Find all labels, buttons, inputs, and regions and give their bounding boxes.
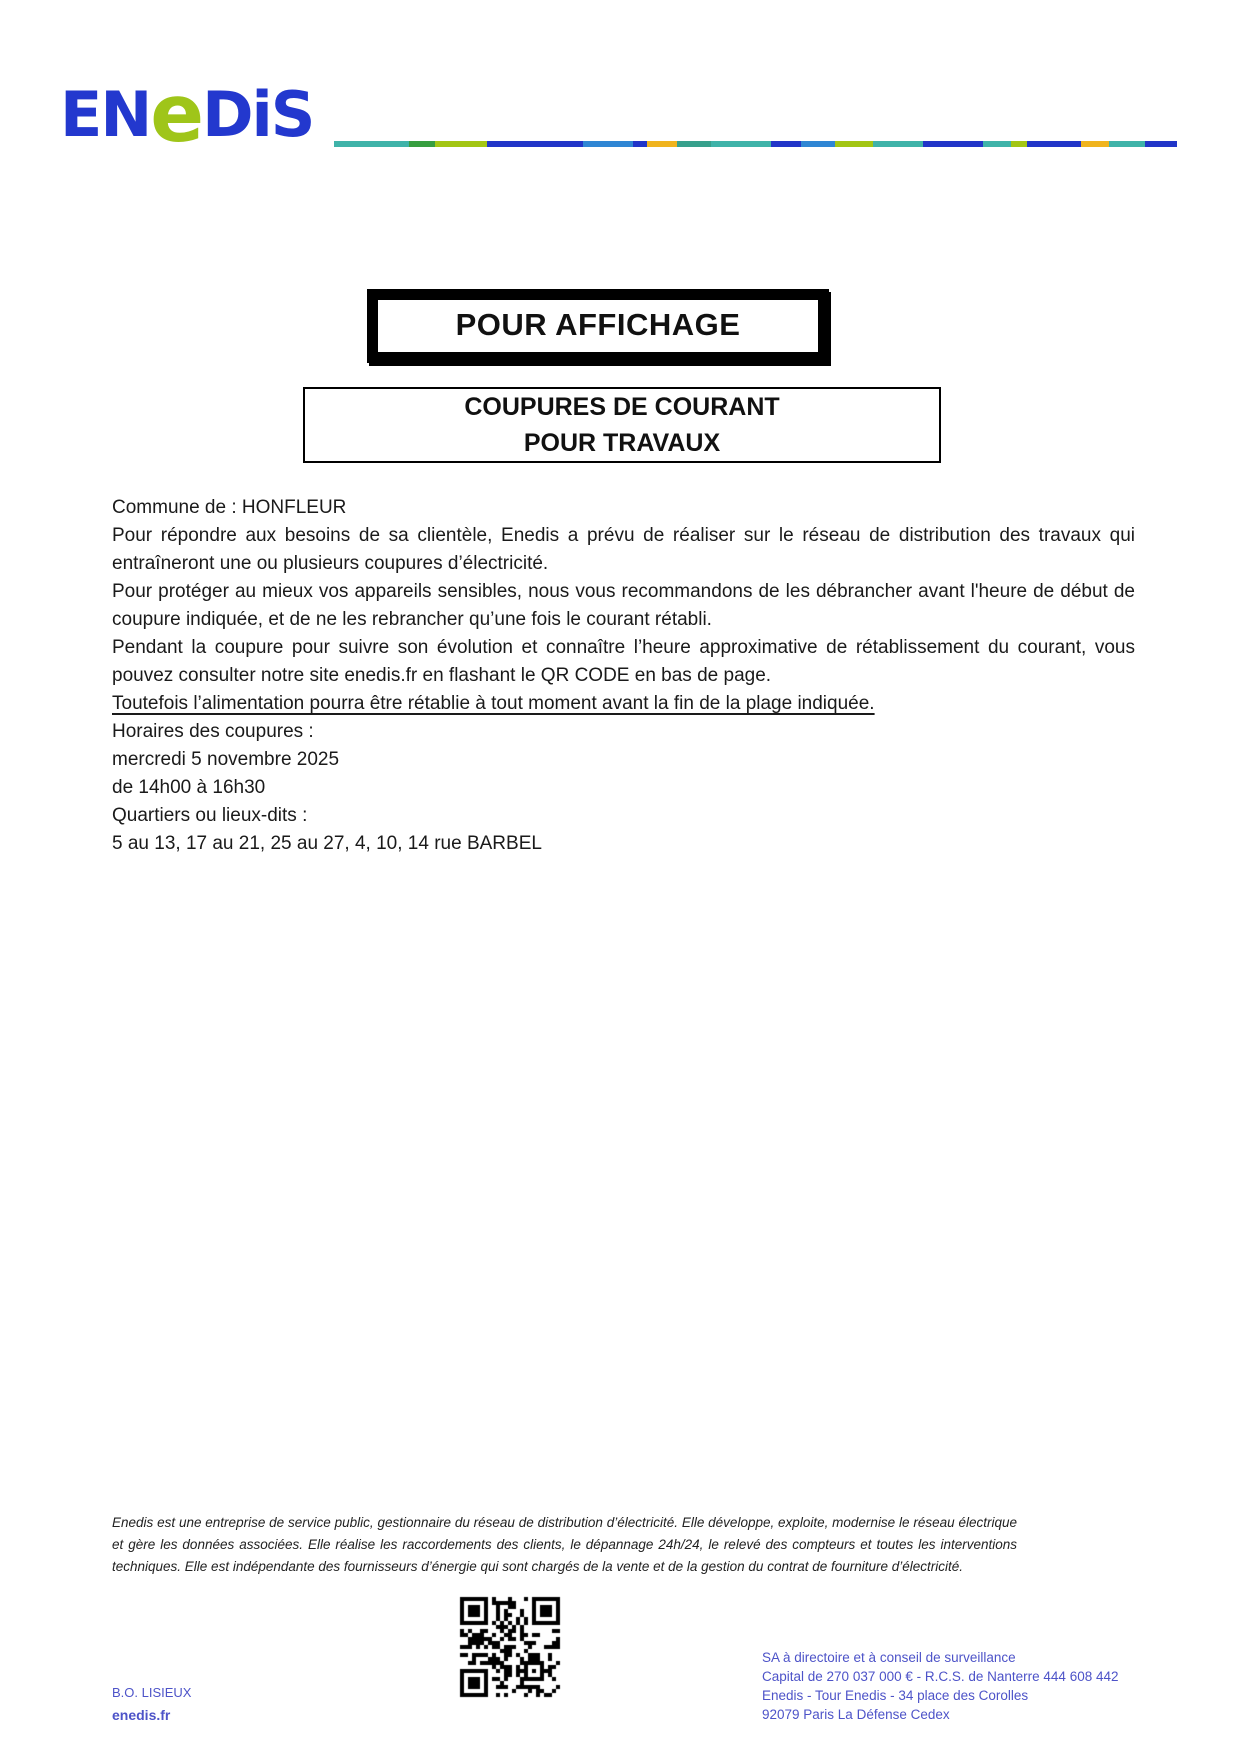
stripe-segment (409, 141, 435, 147)
notice-line-2: POUR TRAVAUX (523, 429, 721, 457)
logo-part-2: DiS (202, 78, 314, 151)
website-label: enedis.fr (112, 1707, 171, 1723)
stripe-segment (583, 141, 633, 147)
quartiers-label: Quartiers ou lieux-dits : (112, 805, 308, 826)
stripe-segment (801, 141, 835, 147)
stripe-segment (334, 141, 409, 147)
stripe-segment (647, 141, 677, 147)
stripe-segment (1145, 141, 1177, 147)
stripe-segment (923, 141, 983, 147)
notice-line-1: COUPURES DE COURANT (464, 393, 780, 421)
legal-line: Capital de 270 037 000 € - R.C.S. de Nanterre 444 608 442 (762, 1669, 1119, 1684)
office-block (112, 1682, 191, 1726)
legal-line: SA à directoire et à conseil de surveillance (762, 1650, 1016, 1665)
notice-box (303, 387, 941, 463)
quartiers-value: 5 au 13, 17 au 21, 25 au 27, 4, 10, 14 rue BARBEL (112, 833, 542, 854)
emphasis-underlined-text: Toutefois l’alimentation pourra être rétablie à tout moment avant la fin de la plage indiquée. (112, 693, 875, 714)
coupure-date: mercredi 5 novembre 2025 (112, 749, 340, 770)
emphasis-line (112, 690, 1135, 718)
stripe-segment (633, 141, 647, 147)
stripe-segment (1081, 141, 1109, 147)
stripe-segment (835, 141, 873, 147)
enedis-logo (60, 66, 314, 160)
brand-stripe (334, 141, 1177, 147)
stripe-segment (771, 141, 801, 147)
about-paragraph: Enedis est une entreprise de service public, gestionnaire du réseau de distribution d’électricité. Elle développe, exploite, modernise le réseau électrique et gère les données associées. Elle réalise les raccordements des clients, le dépannage 24h/24, le relevé des compteurs et toutes les interventions techniques. Elle est indépendante des fournisseurs d’énergie qui sont chargés de la vente et de la gestion du contrat de fourniture d’électricité. (112, 1515, 1017, 1574)
legal-line: 92079 Paris La Défense Cedex (762, 1707, 950, 1722)
stripe-segment (1011, 141, 1027, 147)
stripe-segment (983, 141, 1011, 147)
paragraph-clientele: Pour répondre aux besoins de sa clientèle, Enedis a prévu de réaliser sur le réseau de distribution des travaux qui entraîneront une ou plusieurs coupures d’électricité. (112, 525, 1135, 574)
logo-accent: e (150, 66, 203, 160)
office-label: B.O. LISIEUX (112, 1685, 192, 1700)
stripe-segment (677, 141, 711, 147)
horaires-label: Horaires des coupures : (112, 721, 314, 742)
coupure-time: de 14h00 à 16h30 (112, 777, 266, 798)
qr-code (455, 1592, 565, 1702)
stripe-segment (1027, 141, 1081, 147)
stripe-segment (487, 141, 583, 147)
paragraph-appareils: Pour protéger au mieux vos appareils sensibles, nous vous recommandons de les débrancher avant l'heure de début de coupure indiquée, et de ne les rebrancher qu’une fois le courant rétabli. (112, 581, 1135, 630)
banner-title: POUR AFFICHAGE (455, 307, 741, 342)
body-content (112, 494, 1135, 858)
legal-line: Enedis - Tour Enedis - 34 place des Corolles (762, 1688, 1029, 1703)
commune-line: Commune de : HONFLEUR (112, 497, 347, 518)
stripe-segment (1109, 141, 1145, 147)
logo-part-1: EN (60, 78, 151, 151)
affichage-banner (367, 289, 829, 363)
stripe-segment (435, 141, 487, 147)
paragraph-qr-info: Pendant la coupure pour suivre son évolution et connaître l’heure approximative de rétablissement du courant, vous pouvez consulter notre site enedis.fr en flashant le QR CODE en bas de page. (112, 637, 1135, 686)
affichage-banner-inner (376, 298, 820, 354)
legal-block (762, 1648, 1119, 1724)
stripe-segment (873, 141, 923, 147)
stripe-segment (711, 141, 771, 147)
